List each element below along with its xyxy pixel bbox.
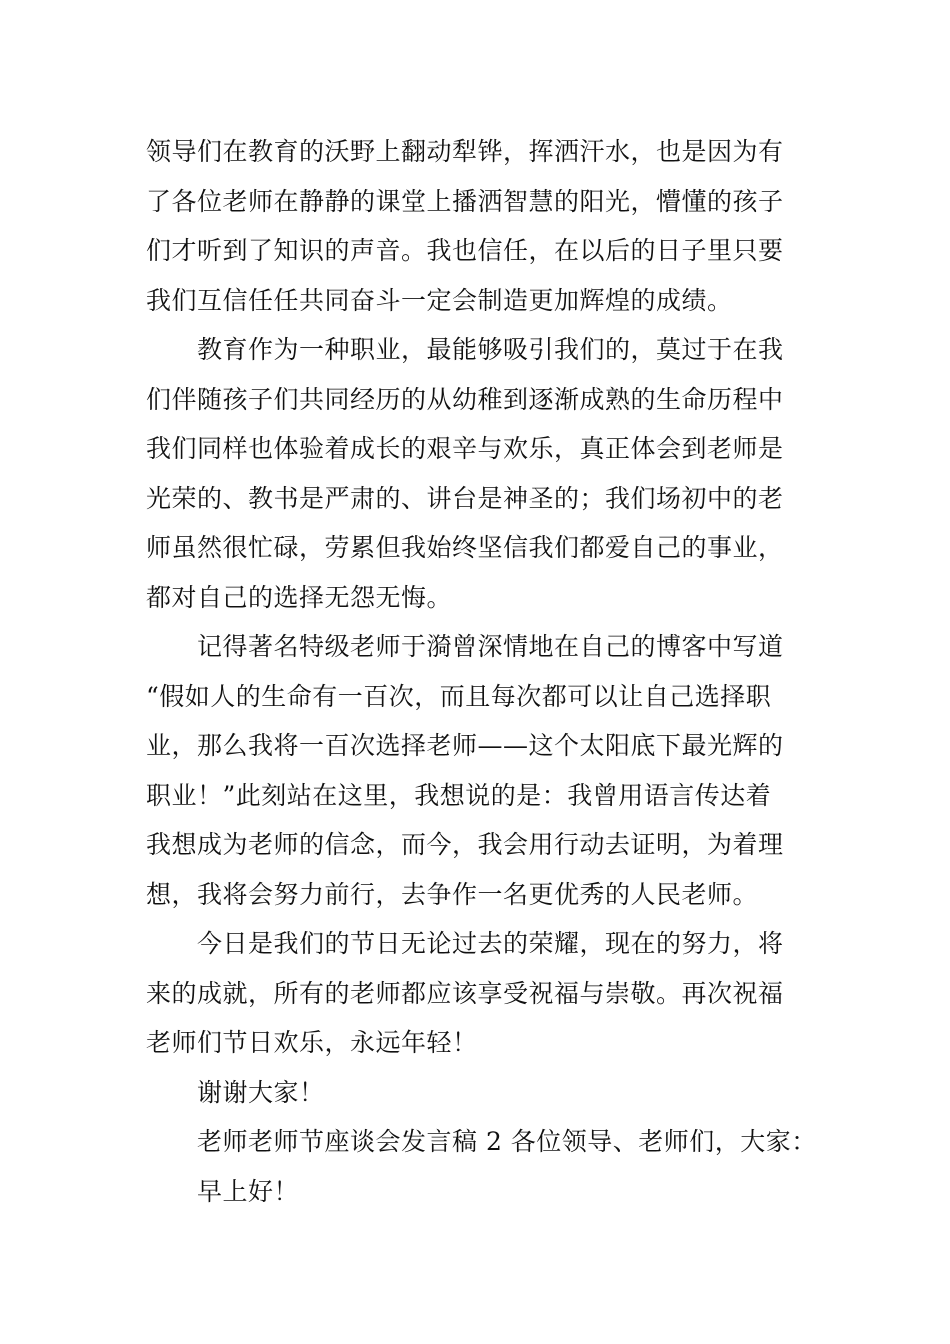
- text-line: 业，那么我将一百次选择老师——这个太阳底下最光辉的: [146, 731, 784, 760]
- text-line: 领导们在教育的沃野上翻动犁铧，挥洒汗水，也是因为有: [146, 137, 784, 166]
- text-line: “假如人的生命有一百次，而且每次都可以让自己选择职: [146, 681, 772, 711]
- text-line: 来的成就，所有的老师都应该享受祝福与崇敬。再次祝福: [146, 978, 784, 1008]
- text-line: 职业！”此刻站在这里，我想说的是：我曾用语言传达着: [146, 780, 772, 810]
- text-line: 想，我将会努力前行，去争作一名更优秀的人民老师。: [146, 879, 759, 909]
- speech-text: [146, 127, 817, 1216]
- text-line: 师虽然很忙碌，劳累但我始终坚信我们都爱自己的事业，: [146, 533, 784, 562]
- text-line: 我们互信任任共同奋斗一定会制造更加辉煌的成绩。: [146, 285, 733, 315]
- text-line: 们伴随孩子们共同经历的从幼稚到逐渐成熟的生命历程中: [146, 384, 784, 414]
- paragraph-start-line: 教育作为一种职业，最能够吸引我们的，莫过于在我: [197, 335, 784, 364]
- text-line: 老师们节日欢乐，永远年轻！: [146, 1028, 478, 1057]
- paragraph-start-line: 今日是我们的节日无论过去的荣耀，现在的努力，将: [197, 929, 784, 958]
- thanks-line: 谢谢大家！: [197, 1077, 325, 1107]
- text-line: 我想成为老师的信念，而今，我会用行动去证明，为着理: [146, 830, 784, 859]
- text-line: 光荣的、教书是严肃的、讲台是神圣的；我们场初中的老: [146, 483, 784, 513]
- paragraph-start-line: 记得著名特级老师于漪曾深情地在自己的博客中写道: [197, 632, 784, 661]
- text-line: 都对自己的选择无怨无悔。: [146, 582, 453, 612]
- greeting-line: 早上好！: [197, 1176, 300, 1206]
- text-line: 我们同样也体验着成长的艰辛与欢乐，真正体会到老师是: [146, 434, 784, 463]
- text-line: 了各位老师在静静的课堂上播洒智慧的阳光，懵懂的孩子: [146, 186, 784, 216]
- text-line: 们才听到了知识的声音。我也信任，在以后的日子里只要: [146, 236, 784, 265]
- next-speech-heading-line: 老师老师节座谈会发言稿 2 各位领导、老师们，大家：: [197, 1127, 817, 1156]
